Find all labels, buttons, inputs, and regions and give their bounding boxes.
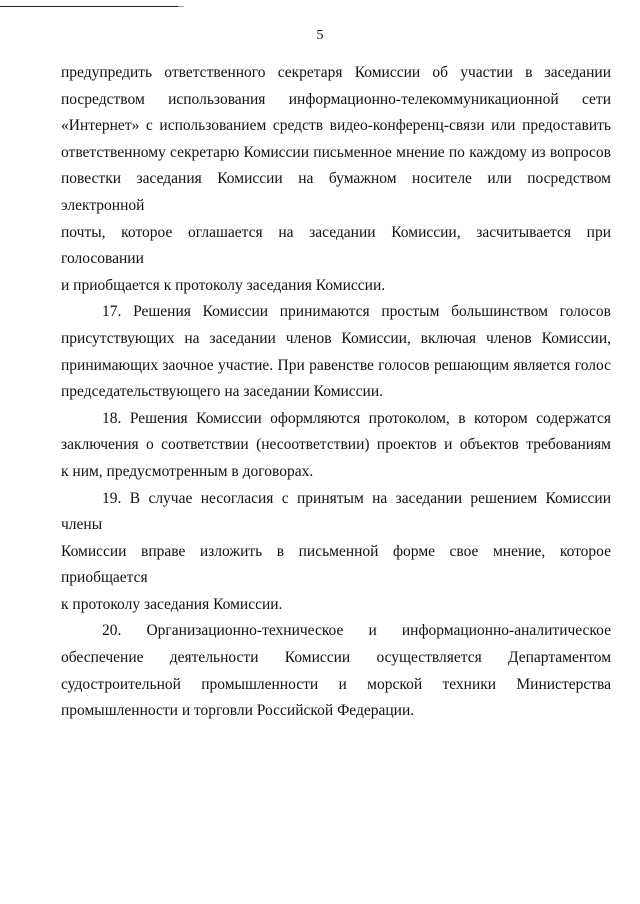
text-line: заключения о соответствии (несоответствии) проектов и объектов требованиям: [61, 436, 611, 454]
top-rule-tail: [178, 6, 184, 7]
text-line: 19. В случае несогласия с принятым на заседании решением Комиссии члены: [61, 489, 611, 534]
text-line: 20. Организационно-техническое и информационно-аналитическое: [102, 622, 611, 640]
text-line: Комиссии вправе изложить в письменной форме свое мнение, которое приобщается: [61, 542, 611, 587]
text-line: 18. Решения Комиссии оформляются протоколом, в котором содержатся: [102, 409, 611, 427]
text-line: председательствующего на заседании Комиссии.: [61, 383, 384, 401]
text-line: принимающих заочное участие. При равенстве голосов решающим является голос: [61, 356, 611, 374]
document-body: [61, 60, 611, 725]
paragraph-item-19: [61, 486, 611, 619]
text-line: и приобщается к протоколу заседания Комиссии.: [61, 276, 386, 294]
text-line: промышленности и торговли Российской Федерации.: [61, 702, 415, 720]
paragraph-item-20: [61, 618, 611, 724]
text-line: присутствующих на заседании членов Комиссии, включая членов Комиссии,: [61, 329, 611, 347]
text-line: 17. Решения Комиссии принимаются простым большинством голосов: [102, 303, 611, 321]
top-rule: [0, 6, 178, 7]
text-line: к протоколу заседания Комиссии.: [61, 595, 283, 613]
text-line: почты, которое оглашается на заседании Комиссии, засчитывается при голосовании: [61, 223, 611, 268]
paragraph-item-17: [61, 299, 611, 405]
text-line: посредством использования информационно-телекоммуникационной сети: [61, 90, 611, 108]
paragraph-item-18: [61, 406, 611, 486]
page-number: 5: [316, 28, 324, 43]
text-line: к ним, предусмотренным в договорах.: [61, 462, 314, 480]
paragraph-continuation: [61, 60, 611, 299]
text-line: повестки заседания Комиссии на бумажном носителе или посредством электронной: [61, 170, 611, 214]
text-line: обеспечение деятельности Комиссии осуществляется Департаментом: [61, 649, 611, 667]
text-line: ответственному секретарю Комиссии письменное мнение по каждому из вопросов: [61, 143, 611, 161]
text-line: «Интернет» с использованием средств видео-конференц-связи или предоставить: [61, 117, 611, 135]
text-line: предупредить ответственного секретаря Комиссии об участии в заседании: [61, 64, 611, 81]
text-line: судостроительной промышленности и морской техники Министерства: [61, 675, 611, 693]
